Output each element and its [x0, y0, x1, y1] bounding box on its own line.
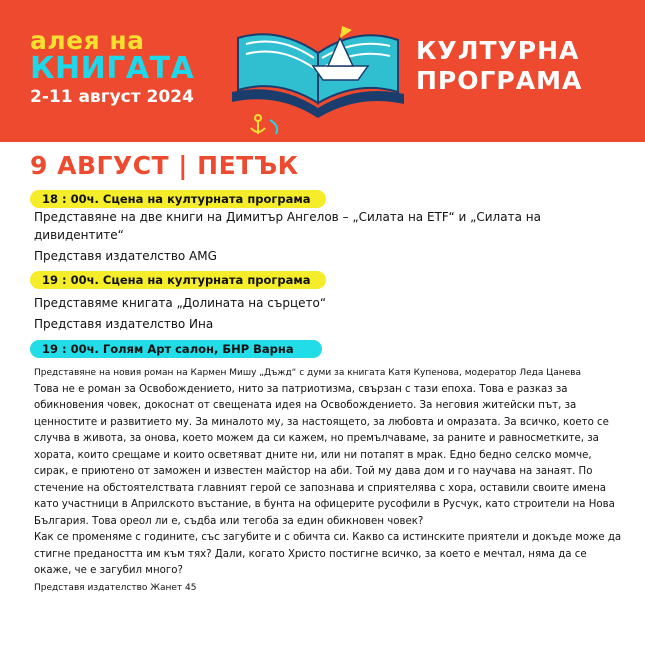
event-description: Представяне на две книги на Димитър Ангелов – „Силата на ETF“ и „Силата на: [34, 210, 541, 224]
event-time-badge: 18 : 00ч. Сцена на културната програма: [30, 190, 326, 208]
book-boat-illustration: [218, 8, 418, 138]
event-description: Представяме книгата „Долината на сърцето“: [34, 296, 327, 310]
event-time-badge: 19 : 00ч. Голям Арт салон, БНР Варна: [30, 340, 322, 358]
day-title: 9 АВГУСТ | ПЕТЪК: [30, 151, 299, 180]
event-presenter: Представя издателство AMG: [34, 249, 217, 263]
event-summary: Това не е роман за Освобождението, нито за патриотизма, свързан с тази епоха. Това е разказ за обикновения човек, докоснат от свещената идея на Освобождението. За неговия житейски път, за ценностите и развитието му. За миналото му, за настоящето, за любовта и омразата. За всичко, което се случва в живота, за онова, което можем да си кажем, но премълчаваме, за раните и равносметките, за хората, които срещаме и които осветяват дните ни, или ни потапят в мрак. Едно бедно селско момче, сирак, е приютено от заможен и известен майстор на аби. Той му дава дом и го научава на занаят. По стечение на обстоятелствата главният герой се запознава и сприятелява с хора, оставили своите имена като участници в Априлското въстание, в бунта на офицерите русофили в Русчук, като строители на Нова България. Това ореол ли е, съдба или тегоба за един обикновен човек?: [34, 383, 615, 527]
logo-line-2: КНИГАТА: [30, 51, 195, 86]
event-presenter: Представя издателство Ина: [34, 317, 214, 331]
program-title-line-1: КУЛТУРНА: [416, 36, 580, 65]
header-banner: [0, 0, 645, 142]
event-time-badge: 19 : 00ч. Сцена на културната програма: [30, 271, 326, 289]
event-summary: Как се променяме с годините, със загубите и с обичта си. Какво са истинските приятели и докъде може да стигне предаността им към тях? Дали, когато Христо постигне всичко, за което е мечтал, няма да се окаже, че е загубил много?: [34, 532, 622, 576]
event-intro: Представяне на новия роман на Кармен Мишу „Дъжд“ с думи за книгата Катя Купенова, модератор Леда Цанева: [34, 368, 581, 378]
festival-dates: 2-11 август 2024: [30, 87, 194, 107]
event-3-text: [34, 365, 624, 596]
program-title-line-2: ПРОГРАМА: [416, 66, 583, 95]
festival-logo: [30, 28, 194, 106]
event-presenter: Представя издателство Жанет 45: [34, 582, 197, 593]
event-description: дивидентите“: [34, 228, 124, 242]
program-title: [416, 36, 582, 96]
logo-line-1: алея на: [30, 26, 145, 55]
